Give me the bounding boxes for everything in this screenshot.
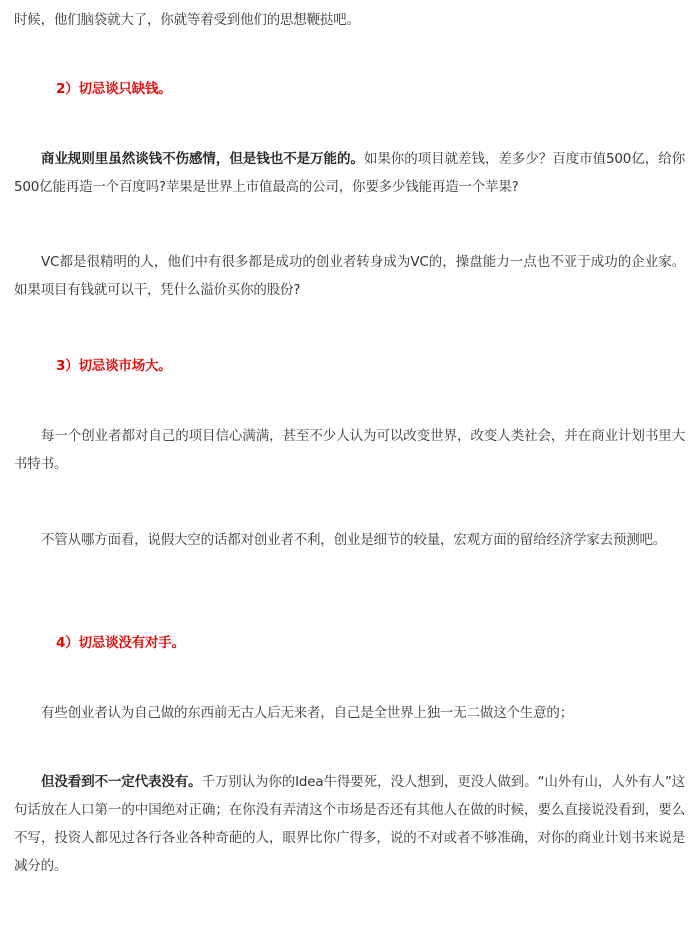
paragraph-money	[14, 145, 685, 201]
paragraph-not-seen-bold: 但没看到不一定代表没有。	[41, 774, 202, 790]
paragraph-intro	[14, 6, 685, 34]
paragraph-money-bold: 商业规则里虽然谈钱不伤感情，但是钱也不是万能的。	[41, 151, 364, 167]
paragraph-detail	[14, 526, 685, 554]
paragraph-detail-text: 不管从哪方面看，说假大空的话都对创业者不利，创业是细节的较量，宏观方面的留给经济学家去预测吧。	[41, 532, 667, 548]
paragraph-vc-text: VC都是很精明的人，他们中有很多都是成功的创业者转身成为VC的，操盘能力一点也不亚于成功的企业家。如果项目有钱就可以干，凭什么溢价买你的股份?	[14, 254, 685, 298]
paragraph-confident	[14, 422, 685, 478]
paragraph-not-seen-text: 千万别认为你的Idea牛得要死，没人想到，更没人做到。“山外有山，人外有人”这句话放在人口第一的中国绝对正确；在你没有弄清这个市场是否还有其他人在做的时候，要么直接说没看到，要么不写，投资人都见过各行各业各种奇葩的人，眼界比你广得多，说的不对或者不够准确，对你的商业计划书来说是减分的。	[14, 774, 685, 874]
heading-no-competitor: 4）切忌谈没有对手。	[56, 635, 185, 651]
paragraph-money-text: 如果你的项目就差钱，差多少？百度市值500亿，给你500亿能再造一个百度吗?苹果是世界上市值最高的公司，你要多少钱能再造一个苹果?	[14, 151, 685, 195]
heading-no-big-market: 3）切忌谈市场大。	[56, 358, 172, 374]
paragraph-not-seen	[14, 768, 685, 880]
paragraph-intro-text: 时候，他们脑袋就大了，你就等着受到他们的思想鞭挞吧。	[14, 12, 360, 28]
paragraph-vc	[14, 248, 685, 304]
paragraph-unique	[14, 699, 685, 727]
paragraph-confident-text: 每一个创业者都对自己的项目信心满满，甚至不少人认为可以改变世界，改变人类社会，并在商业计划书里大书特书。	[14, 428, 685, 472]
paragraph-unique-text: 有些创业者认为自己做的东西前无古人后无来者，自己是全世界上独一无二做这个生意的；	[41, 705, 573, 721]
heading-no-only-money: 2）切忌谈只缺钱。	[56, 81, 172, 97]
